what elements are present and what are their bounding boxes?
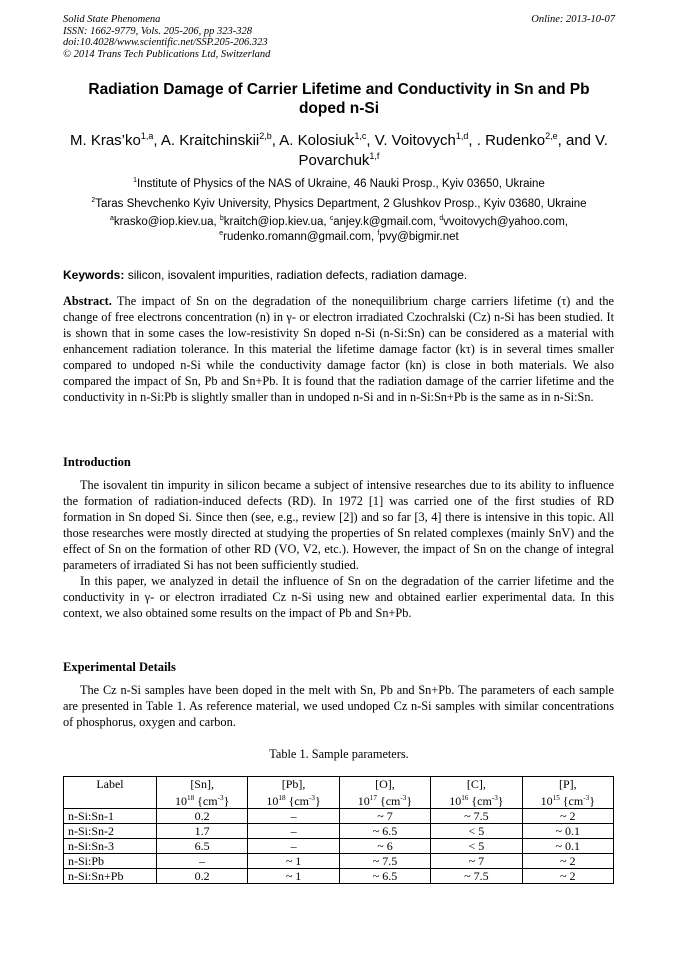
table-row: [64, 869, 614, 884]
table-cell: 0.2: [156, 869, 247, 884]
abstract: [63, 293, 614, 405]
table-cell: n-Si:Sn-1: [64, 809, 157, 824]
email-item: $^e$rudenko.romann@gmail.com,: [219, 230, 378, 243]
table-cell: ~ 6.5: [339, 869, 430, 884]
table-cell: ~ 2: [522, 869, 613, 884]
table-cell: ~ 6: [339, 839, 430, 854]
section-heading-experimental: Experimental Details: [63, 660, 176, 674]
table-cell: n-Si:Sn-2: [64, 824, 157, 839]
table-cell: ~ 2: [522, 809, 613, 824]
table-caption: Table 1. Sample parameters.: [269, 747, 409, 761]
affiliation-1-text: Institute of Physics of the NAS of Ukraine, 46 Nauki Prosp., Kyiv 03650, Ukraine: [137, 178, 545, 190]
email-item: $^c$anjey.k@gmail.com,: [329, 215, 440, 228]
table-row: [64, 809, 614, 824]
author: V. Voitovych$^{1,d}$,: [374, 131, 477, 149]
experimental-body: [63, 682, 614, 730]
table-cell: ~ 7: [339, 809, 430, 824]
table-cell: ~ 1: [248, 869, 339, 884]
table-cell: < 5: [431, 824, 522, 839]
email-item: $^f$pvy@bigmir.net: [377, 230, 459, 243]
column-header: [C], $10^{16}$ $\{cm^{-3}\}$: [431, 777, 522, 809]
paragraph: The isovalent tin impurity in silicon became a subject of intensive researches due to its ability to influence the formation of radiation-induced defects (RD). In 1972 [1] was carried one of the first studies of RD formation in Sn doped Si. Since then (see, e.g., review [2]) and so far [3, 4] there is intensive in this topic. All those researches were mostly directed at studying the properties of Sn related complexes (mainly SnV) and the effect of Sn on the formation of other RD (VO, V2, etc.). However, the impact of Sn on the change of integral parameters of irradiated Si has not been sufficiently studied.: [63, 478, 614, 572]
affiliation-2: [60, 197, 618, 211]
affiliation-1-marker: 1: [133, 177, 138, 185]
column-header: Label: [64, 777, 157, 809]
email-item: $^a$krasko@iop.kiev.ua,: [110, 215, 220, 228]
affiliation-2-text: Taras Shevchenko Kyiv University, Physics Department, 2 Glushkov Prosp., Kyiv 03680, Ukraine: [95, 198, 587, 210]
table-cell: ~ 6.5: [339, 824, 430, 839]
email-item: $^b$kraitch@iop.kiev.ua,: [219, 215, 330, 228]
table-cell: ~ 7.5: [339, 854, 430, 869]
table-cell: < 5: [431, 839, 522, 854]
author-list: [60, 131, 618, 171]
table-cell: ~ 7.5: [431, 869, 522, 884]
table-cell: 0.2: [156, 809, 247, 824]
keywords-label: Keywords:: [63, 268, 125, 282]
keywords-text: silicon, isovalent impurities, radiation defects, radiation damage.: [124, 268, 468, 282]
author: M. Kras’ko$^{1,a}$,: [70, 131, 161, 149]
table-cell: ~ 2: [522, 854, 613, 869]
paragraph: In this paper, we analyzed in detail the influence of Sn on the degradation of the carrier lifetime and the conductivity in γ- or electron irradiated Cz n-Si using new and obtained earlier experimental data. In this context, we also obtained some results on the impact of Pb and Sn+Pb.: [63, 574, 614, 620]
table-cell: ~ 0.1: [522, 824, 613, 839]
introduction-body: [63, 477, 614, 621]
table-cell: n-Si:Sn+Pb: [64, 869, 157, 884]
column-header: [Pb], $10^{18}$ $\{cm^{-3}\}$: [248, 777, 339, 809]
email-item: $^d$vvoitovych@yahoo.com,: [439, 215, 568, 228]
paper-title: Radiation Damage of Carrier Lifetime and Conductivity in Sn and Pb doped n-Si: [88, 81, 590, 117]
table-cell: –: [248, 809, 339, 824]
table-cell: –: [156, 854, 247, 869]
abstract-label: Abstract.: [63, 294, 112, 308]
author-emails: [60, 215, 618, 245]
table-cell: 6.5: [156, 839, 247, 854]
paragraph: The Cz n-Si samples have been doped in the melt with Sn, Pb and Sn+Pb. The parameters of each sample are presented in Table 1. As reference material, we used undoped Cz n-Si samples with similar concentrations of phosphorus, oxygen and carbon.: [63, 683, 614, 729]
table-row: [64, 824, 614, 839]
column-header: [O], $10^{17}$ $\{cm^{-3}\}$: [339, 777, 430, 809]
journal-name: Solid State Phenomena: [63, 14, 161, 25]
table-row: [64, 839, 614, 854]
table-row: [64, 854, 614, 869]
section-heading-introduction: Introduction: [63, 455, 131, 469]
table-cell: ~ 7: [431, 854, 522, 869]
author: A. Kolosiuk$^{1,c}$,: [279, 131, 375, 149]
journal-copyright: © 2014 Trans Tech Publications Ltd, Switzerland: [63, 48, 271, 60]
table-cell: ~ 7.5: [431, 809, 522, 824]
sample-parameters-table: [63, 776, 614, 884]
author: . Rudenko$^{2,e}$,: [476, 131, 566, 149]
author: and V. Povarchuk$^{1,f}$: [298, 132, 608, 169]
author: A. Kraitchinskii$^{2,b}$,: [160, 131, 280, 149]
abstract-text: The impact of Sn on the degradation of the nonequilibrium charge carriers lifetime (τ) and the change of free electrons concentration (n) in γ- or electron irradiated Czochralski (Cz) n-Si has been studied. It is shown that in some cases the low-resistivity Sn doped n-Si (n-Si:Sn) can be considered as a material with enhancement radiation tolerance. In this material the lifetime damage factor (kτ) is in several times smaller compared to undoped n-Si while the conductivity damage factor (kn) is close in both materials. We also compared the impact of Sn, Pb and Sn+Pb. It is found that the radiation damage of the carrier lifetime and the conductivity in n-Si:Pb is slightly smaller than in undoped n-Si and in n-Si:Sn+Pb is the same as in n-Si:Sn.: [63, 294, 614, 404]
table-cell: ~ 0.1: [522, 839, 613, 854]
table-cell: n-Si:Sn-3: [64, 839, 157, 854]
affiliation-1: [60, 177, 618, 191]
column-header: [P], $10^{15}$ $\{cm^{-3}\}$: [522, 777, 613, 809]
table-cell: ~ 1: [248, 854, 339, 869]
table-header-row: [64, 777, 614, 809]
table-cell: –: [248, 824, 339, 839]
journal-header: [63, 14, 615, 60]
column-header: [Sn], $10^{18}$ $\{cm^{-3}\}$: [156, 777, 247, 809]
table-cell: 1.7: [156, 824, 247, 839]
journal-issn: ISSN: 1662-9779, Vols. 205-206, pp 323-328: [63, 25, 252, 37]
online-date: Online: 2013-10-07: [531, 14, 615, 25]
affiliation-2-marker: 2: [91, 197, 96, 205]
table-cell: n-Si:Pb: [64, 854, 157, 869]
table-cell: –: [248, 839, 339, 854]
journal-doi: doi:10.4028/www.scientific.net/SSP.205-206.323: [63, 37, 268, 48]
keywords: [63, 268, 467, 282]
